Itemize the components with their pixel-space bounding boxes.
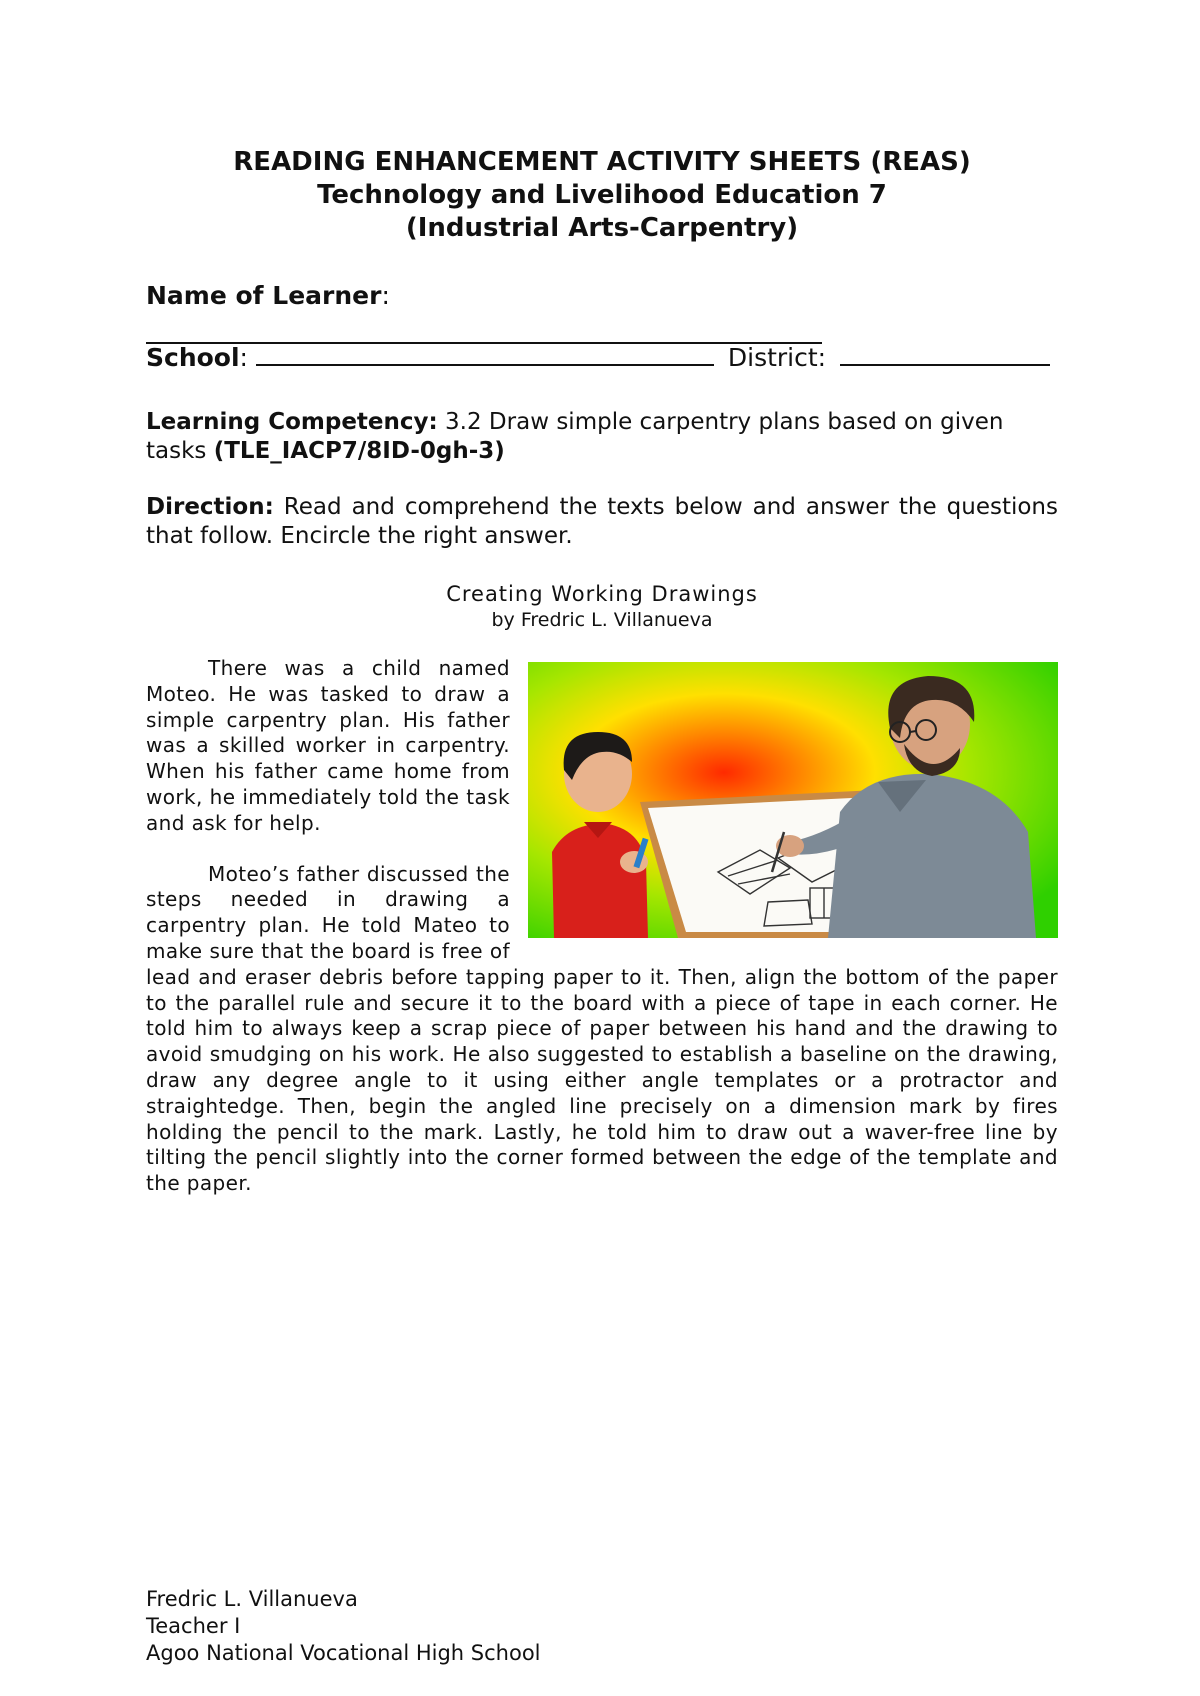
story-paragraph-1: There was a child named Moteo. He was tasked to draw a simple carpentry plan. His father was a skilled worker in carpentry. When his father came home from work, he immediately told the task and ask for help.	[146, 656, 510, 835]
illustration-svg	[528, 662, 1058, 938]
learner-name-field	[146, 281, 390, 310]
competency-code: (TLE_IACP7/8ID-0gh-3)	[213, 438, 505, 464]
story-author: by Fredric L. Villanueva	[491, 609, 713, 631]
district-blank[interactable]	[840, 340, 1050, 366]
sheet-title: READING ENHANCEMENT ACTIVITY SHEETS (REAS)	[233, 147, 971, 177]
direction-block	[146, 493, 1058, 551]
strand-title: (Industrial Arts-Carpentry)	[405, 213, 799, 243]
footer-position: Teacher I	[146, 1614, 241, 1638]
school-colon: :	[239, 343, 256, 372]
school-district-row	[146, 340, 1066, 380]
competency-label: Learning Competency:	[146, 409, 438, 435]
competency-text: 3.2 Draw simple carpentry plans based on given tasks	[146, 409, 1004, 464]
district-label: District:	[727, 343, 827, 372]
school-blank[interactable]	[256, 340, 714, 366]
learning-competency	[146, 408, 1058, 466]
subject-title: Technology and Livelihood Education 7	[317, 180, 887, 210]
direction-text: Read and comprehend the texts below and answer the questions that follow. Encircle the right answer.	[146, 494, 1058, 549]
school-label: School	[146, 343, 240, 372]
story-paragraph-2: Moteo’s father discussed the steps needed in drawing a carpentry plan. He told Mateo to make sure that the board is free of lead and eraser debris before tapping paper to it. Then, align the bottom of the paper to the parallel rule and secure it to the board with a piece of tape in each corner. He told him to always keep a scrap piece of paper between his hand and the drawing to avoid smudging on his work. He also suggested to establish a baseline on the drawing, draw any degree angle to it using either angle templates or a protractor and straightedge. Then, begin the angled line precisely on a dimension mark by fires holding the pencil to the mark. Lastly, he told him to draw out a waver-free line by tilting the pencil slightly into the corner formed between the edge of the template and the paper.	[146, 861, 1058, 1196]
author-footer	[146, 1586, 541, 1667]
footer-school: Agoo National Vocational High School	[146, 1641, 541, 1665]
story-title: Creating Working Drawings	[446, 582, 758, 606]
learner-name-label: Name of Learner	[146, 281, 382, 310]
learner-colon: :	[381, 281, 390, 310]
father-son-drawing-illustration	[528, 662, 1058, 938]
footer-name: Fredric L. Villanueva	[146, 1587, 358, 1611]
direction-label: Direction:	[146, 494, 274, 520]
story-body	[146, 656, 1058, 1197]
sheet-header	[146, 146, 1058, 245]
